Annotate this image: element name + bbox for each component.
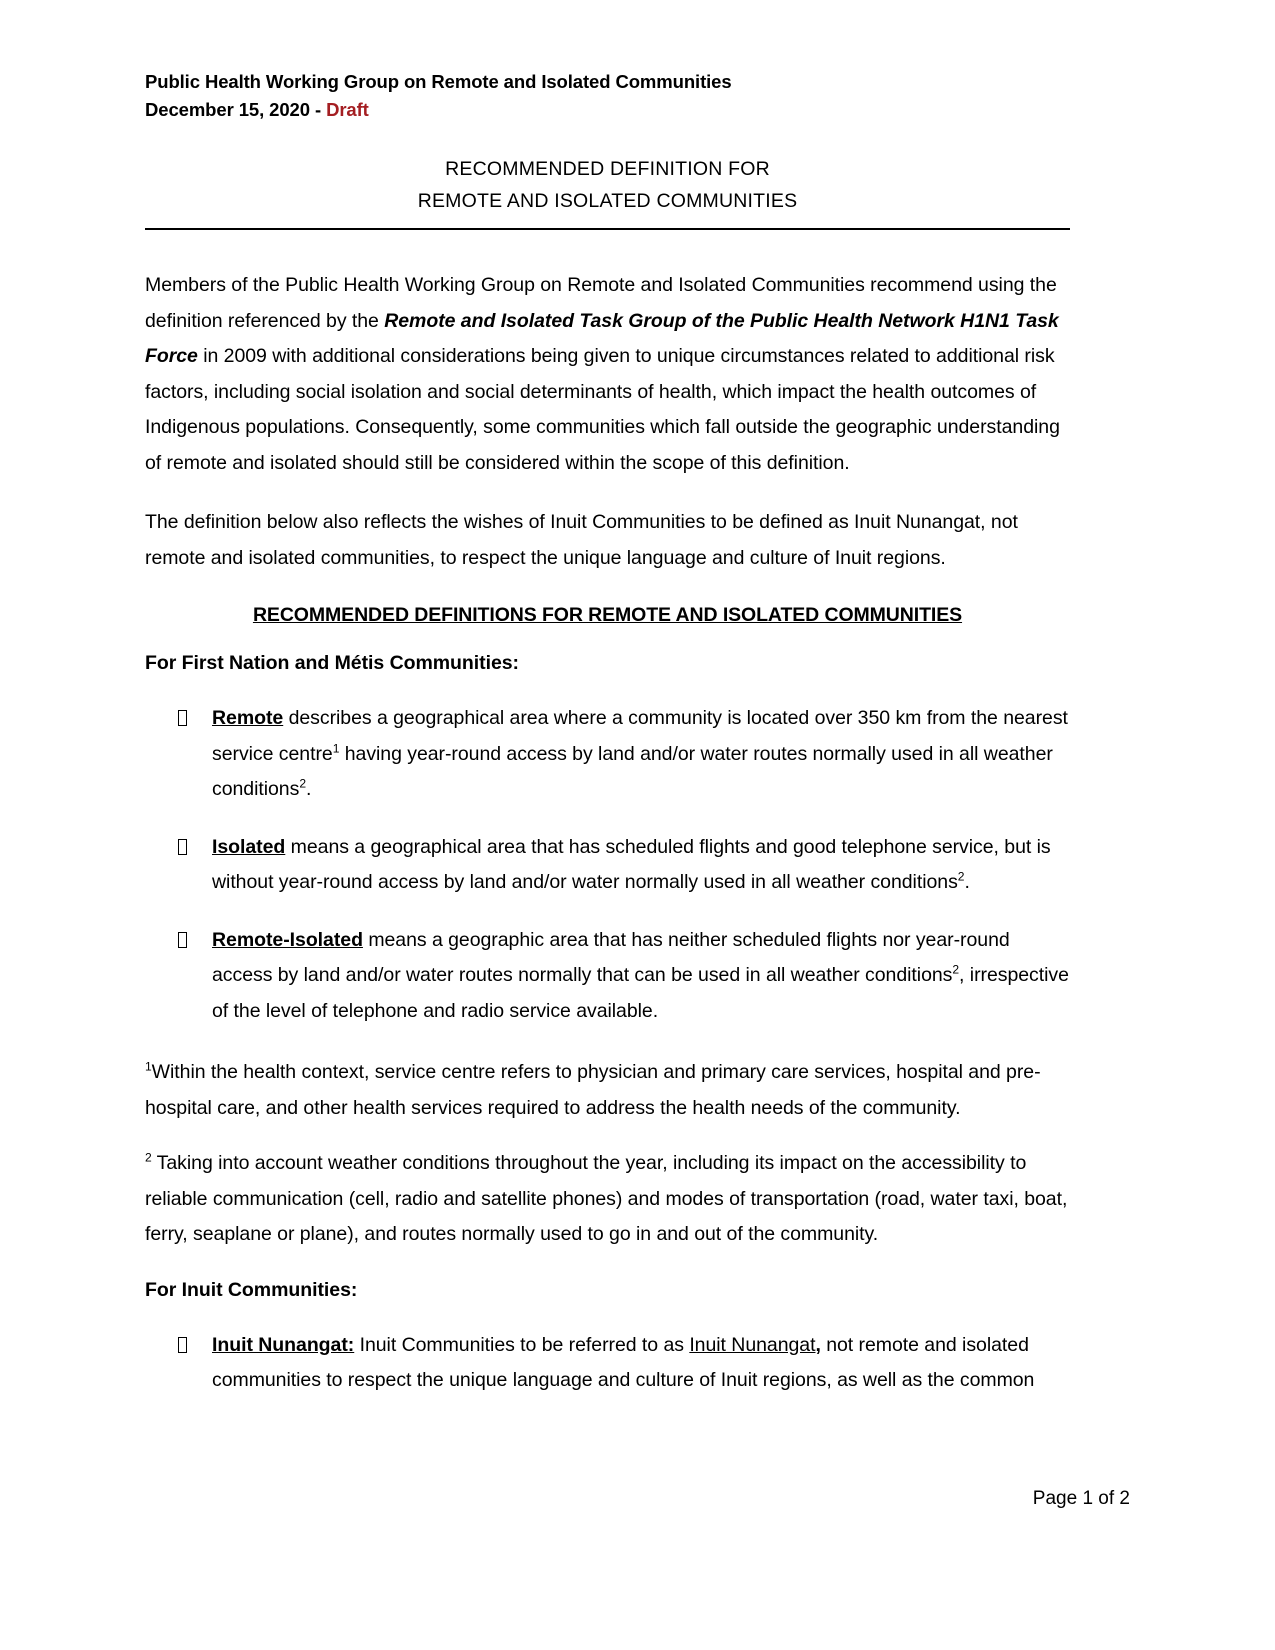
page-title-line-2: REMOTE AND ISOLATED COMMUNITIES: [417, 189, 798, 212]
isolated-text-b: .: [964, 871, 970, 894]
footnote-marker-1: 1: [145, 1059, 152, 1074]
bullet-box-icon: [145, 1328, 212, 1363]
inuit-text-comma: ,: [815, 1333, 821, 1356]
remote-isolated-text-a: means a geographic area that has neither scheduled flights nor year-round access by land and/or water routes normally that can be used in all weather conditions: [212, 928, 1010, 987]
header-title-line: Public Health Working Group on Remote and Isolated Communities: [145, 71, 732, 92]
remote-text-a: describes a geographical area where a community is located over 350 km from the nearest service centre: [212, 707, 1068, 765]
inuit-text-c: not remote and isolated communities to respect the unique language and culture of Inuit regions, as well as the common: [212, 1333, 1035, 1392]
document-header: [145, 68, 1070, 124]
term-isolated: Isolated: [212, 835, 286, 858]
footnote-ref-1a: 1: [332, 741, 340, 756]
page-title-line-1: RECOMMENDED DEFINITION FOR: [445, 158, 770, 181]
recommended-definitions-heading: RECOMMENDED DEFINITIONS FOR REMOTE AND ISOLATED COMMUNITIES: [252, 604, 963, 627]
bullet-box-icon: [145, 923, 212, 958]
intro-p1-part-2: in 2009 with additional considerations being given to unique circumstances related to additional risk factors, including social isolation and social determinants of health, which impact the health outcomes of Indigenous populations. Consequently, some communities which fall outside the geographic understanding of remote and isolated should still be considered within the scope of this definition.: [145, 345, 1060, 474]
bullet-text-inuit-nunangat: [212, 1328, 1070, 1399]
bullet-text-remote: [212, 701, 1070, 807]
footnote-marker-2: 2: [145, 1150, 152, 1165]
bullet-text-remote-isolated: [212, 923, 1070, 1029]
intro-p1-part-1: Members of the Public Health Working Group on Remote and Isolated Communities recommend using the definition referenced by the: [145, 274, 1057, 332]
bullet-box-icon: [145, 830, 212, 865]
document-content: [145, 68, 1070, 1399]
task-force-emphasis: Remote and Isolated Task Group of the Public Health Network H1N1 Task Force: [145, 309, 1059, 368]
header-date-text: December 15, 2020 -: [145, 99, 327, 121]
footnote-1-text: Within the health context, service centre refers to physician and primary care services, hospital and pre-hospital care, and other health services required to address the health needs of the community.: [145, 1061, 1041, 1119]
bullet-text-isolated: [212, 830, 1070, 901]
list-item: [145, 923, 1070, 1029]
remote-text-b: having year-round access by land and/or water routes normally used in all weather conditions: [212, 742, 1053, 801]
header-date-line: [145, 96, 1070, 124]
inuit-communities-heading: For Inuit Communities:: [145, 1278, 358, 1301]
term-remote-isolated: Remote-Isolated: [212, 928, 363, 951]
footnote-ref-2c: 2: [952, 962, 960, 977]
page-footer: Page 1 of 2: [1032, 1488, 1130, 1509]
term-remote: Remote: [212, 707, 284, 730]
list-item: [145, 701, 1070, 807]
footnote-2-text: Taking into account weather conditions throughout the year, including its impact on the accessibility to reliable communication (cell, radio and satellite phones) and modes of transportation (road, water taxi, boat, ferry, seaplane or plane), and routes normally used to go in and out of the community.: [145, 1152, 1068, 1246]
remote-text-c: .: [305, 778, 312, 801]
inuit-nunangat-underlined: Inuit Nunangat: [689, 1333, 816, 1356]
bullet-box-icon: [145, 701, 212, 736]
draft-status-label: Draft: [326, 99, 369, 121]
remote-isolated-text-b: , irrespective of the level of telephone and radio service available.: [212, 964, 1069, 1022]
page-title: [145, 154, 1070, 217]
intro-paragraph-2: The definition below also reflects the wishes of Inuit Communities to be defined as Inuit Nunangat, not remote and isolated communities, to respect the unique language and culture of Inuit regions.: [145, 511, 1018, 569]
footnote-1: [145, 1055, 1070, 1126]
inuit-text-a: Inuit Communities to be referred to as: [354, 1333, 690, 1356]
list-item: [145, 830, 1070, 901]
list-item: [145, 1328, 1070, 1399]
term-inuit-nunangat: Inuit Nunangat:: [212, 1333, 355, 1356]
footnote-ref-2b: 2: [957, 869, 965, 884]
footnote-2: [145, 1146, 1070, 1252]
first-nation-metis-heading: For First Nation and Métis Communities:: [145, 652, 519, 675]
isolated-text-a: means a geographical area that has scheduled flights and good telephone service, but is without year-round access by land and/or water normally used in all weather conditions: [212, 835, 1051, 894]
title-divider: [145, 228, 1070, 230]
footnote-ref-2a: 2: [299, 776, 306, 791]
intro-paragraph-1: [145, 268, 1070, 481]
